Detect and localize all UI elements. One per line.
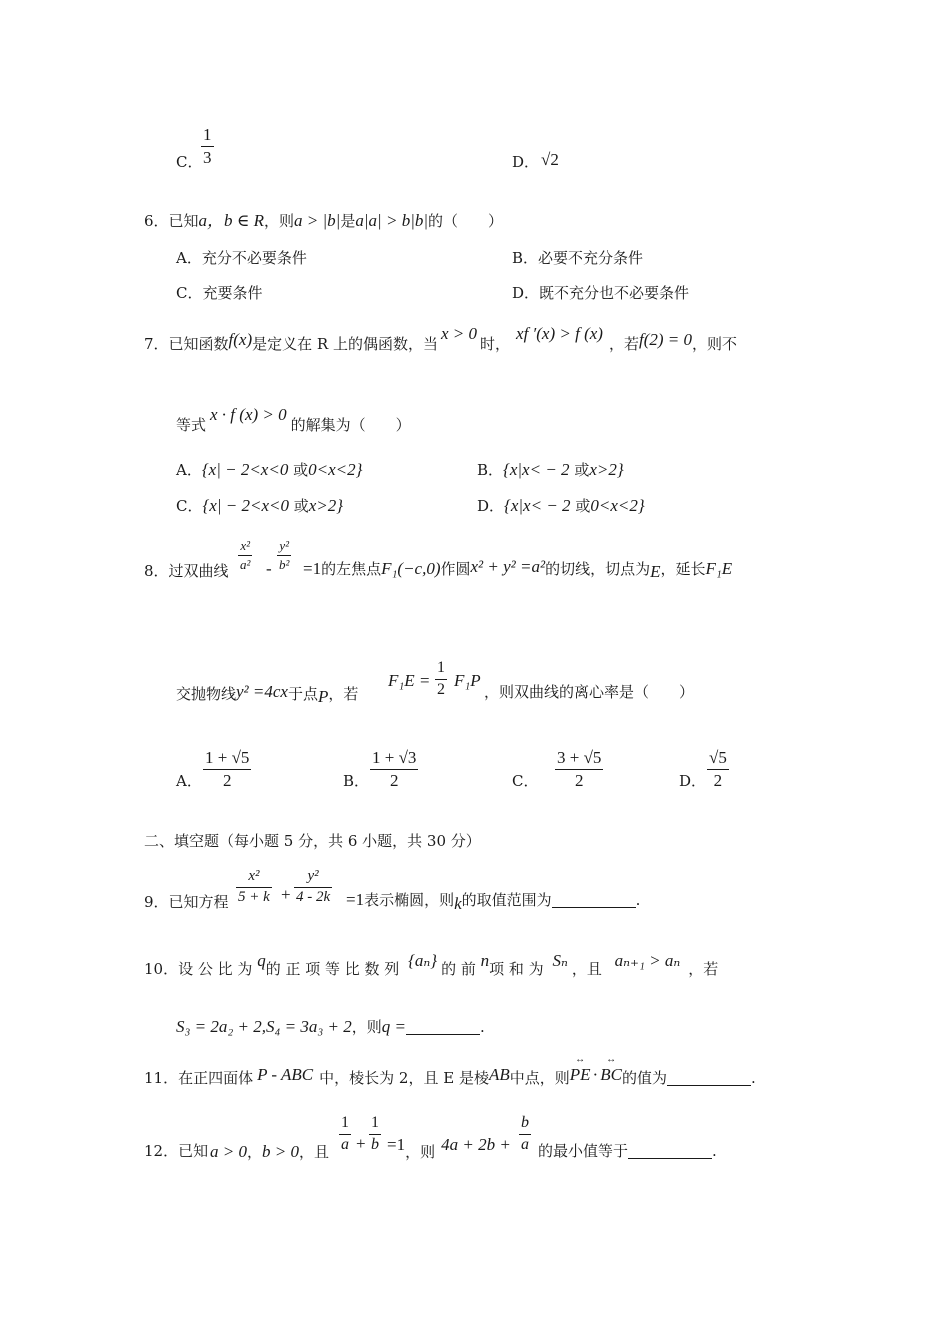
- q12-fraction-b-over-a: b a: [521, 1114, 529, 1153]
- question-7-option-b: B．{x|x< − 2 或x>2}: [477, 460, 624, 479]
- answer-blank-11[interactable]: [667, 1085, 751, 1086]
- question-8-number: 8．过双曲线: [144, 562, 229, 580]
- q5-option-c-label: C．: [176, 153, 203, 171]
- answer-blank-9[interactable]: [552, 907, 636, 908]
- q8-option-d-label: D．: [679, 772, 707, 790]
- question-12-tail: 的最小值等于 .: [538, 1142, 717, 1160]
- question-6-stem: 6．已知a，b ∈ R，则a > |b|是a|a| > b|b|的（ ）: [144, 211, 504, 230]
- q8-fraction-y: y² b²: [279, 538, 290, 572]
- fraction-denominator: 3: [203, 147, 212, 167]
- q8-option-b-label: B．: [343, 772, 370, 790]
- question-7-option-c: C．{x| − 2<x<0 或x>2}: [176, 496, 344, 515]
- question-7-stem: 7．已知函数f(x)是定义在 R 上的偶函数，当x > 0时，xf ′(x) > f (x)，若f(2) = 0，则不: [144, 324, 738, 353]
- q8-option-d-fraction: √5 2: [709, 748, 727, 790]
- answer-blank-10[interactable]: [406, 1034, 480, 1035]
- question-10-stem-line2: S₃ = 2a₂ + 2,S₄ = 3a₃ + 2，则q = .: [176, 1017, 485, 1036]
- question-9-stem: =1表示椭圆，则k的取值范围为 .: [346, 890, 641, 913]
- vector-bc: ↔ BC: [600, 1066, 622, 1083]
- question-10-stem: 10．设 公 比 为 q的 正 项 等 比 数 列 {aₙ} 的 前 n项 和 为 Sₙ ，且 aₙ₊₁ > aₙ ，若: [144, 951, 719, 978]
- q5-option-d-label: D．: [512, 153, 540, 171]
- question-9-number: 9．已知方程: [144, 893, 229, 911]
- q8-option-a-fraction: 1 + √5 2: [205, 748, 250, 790]
- question-6-option-c: C．充要条件: [176, 284, 263, 302]
- question-12-stem: =1，则 4a + 2b +: [387, 1135, 511, 1161]
- answer-blank-12[interactable]: [628, 1158, 712, 1159]
- question-6-option-d: D．既不充分也不必要条件: [512, 284, 690, 302]
- section-heading-fill-in: 二、填空题（每小题 5 分，共 6 小题，共 30 分）: [144, 832, 481, 850]
- q8-stem-tail: ，则双曲线的离心率是（ ）: [484, 683, 695, 701]
- q9-fraction-y: y² 4 - 2k: [296, 868, 331, 905]
- vector-pe: ↔ PE: [570, 1066, 591, 1083]
- q8-option-c-fraction: 3 + √5 2: [557, 748, 602, 790]
- question-11-stem: 11．在正四面体 P - ABC 中，棱长为 2，且 E 是棱AB中点，则↔ PE ·↔ BC的值为 .: [144, 1069, 756, 1086]
- q12-fraction-1-over-a: 1 a: [341, 1114, 349, 1153]
- question-8-stem: =1的左焦点F₁(−c,0)作圆x² + y² =a²的切线，切点为E，延长F₁E: [303, 557, 733, 581]
- question-12-number: 12．已知: [144, 1142, 209, 1160]
- q8-vector-lhs: F₁E =: [388, 671, 431, 690]
- q8-option-c-label: C．: [512, 772, 539, 790]
- q8-fraction-x: x² a²: [240, 538, 251, 572]
- question-7-stem-line2: 等式x · f (x) > 0的解集为（ ）: [176, 405, 411, 434]
- question-12-conditions: a > 0，b > 0，且: [210, 1142, 329, 1161]
- q8-fraction-half: 1 2: [437, 659, 445, 698]
- q8-option-a-label: A．: [176, 772, 202, 790]
- question-6-option-a: A．充分不必要条件: [176, 249, 307, 267]
- q12-fraction-1-over-b: 1 b: [371, 1114, 379, 1153]
- fraction-numerator: 1: [203, 125, 212, 144]
- question-7-option-a: A．{x| − 2<x<0 或0<x<2}: [176, 460, 363, 479]
- question-6-option-b: B．必要不充分条件: [512, 249, 644, 267]
- q5-option-c-fraction: [201, 126, 214, 167]
- q8-vector-rhs: F₁P: [454, 671, 481, 690]
- question-8-stem-line2: 交抛物线y² =4cx于点P，若: [176, 682, 359, 706]
- q5-option-d-value: √2: [541, 150, 559, 169]
- question-7-option-d: D．{x|x< − 2 或0<x<2}: [477, 496, 645, 515]
- q8-option-b-fraction: 1 + √3 2: [372, 748, 417, 790]
- q9-fraction-x: x² 5 + k: [238, 868, 270, 905]
